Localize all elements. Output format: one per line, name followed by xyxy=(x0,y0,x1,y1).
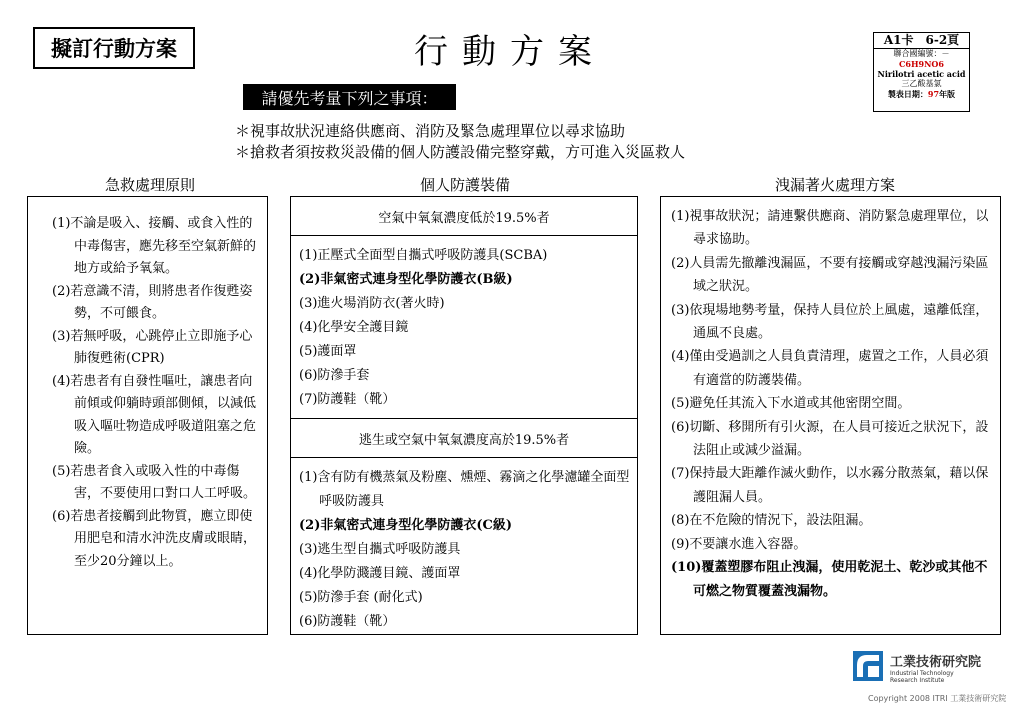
ppe-item: (4)化學安全護目鏡 xyxy=(299,320,409,335)
date-year: 97 xyxy=(927,89,940,99)
priority-banner: 請優先考量下列之事項： xyxy=(243,84,456,110)
ppe-item: (4)化學防濺護目鏡、護面罩 xyxy=(299,566,461,581)
logo-english-line: Industrial Technology xyxy=(890,670,954,677)
first-aid-item: (5)若患者食入或吸入性的中毒傷害，不要使用口對口人工呼吸。 xyxy=(52,463,257,501)
ppe-box xyxy=(290,196,638,635)
date-suffix: 年版 xyxy=(939,89,956,99)
copyright: Copyright 2008 ITRI 工業技術研究院 xyxy=(868,694,1007,703)
notice-ppe: ＊搶救者須按救災設備的個人防護設備完整穿戴，方可進入災區救人 xyxy=(235,143,686,161)
ppe-item: (3)進火場消防衣(著火時) xyxy=(299,296,445,311)
corner-label: 擬訂行動方案 xyxy=(33,27,195,69)
ppe-item: (6)防滲手套 xyxy=(299,368,370,383)
card-id: A1卡 6-2頁 xyxy=(874,33,969,49)
leak-item: (4)僅由受過訓之人員負責清理，處置之工作，人員必須有適當的防護裝備。 xyxy=(671,349,989,388)
ppe-item: (2)非氣密式連身型化學防護衣(B級) xyxy=(299,272,513,287)
logo-chinese: 工業技術研究院 xyxy=(890,655,982,670)
leak-item: (6)切斷、移開所有引火源，在人員可接近之狀況下，設法阻止或減少溢漏。 xyxy=(671,419,989,459)
logo-text xyxy=(890,651,981,684)
ppe-item: (5)護面罩 xyxy=(299,344,357,359)
first-aid-item: (4)若患者有自發性嘔吐，讓患者向前傾或仰躺時頭部側傾，以減低吸入嘔吐物造成呼吸道阻塞之危險。 xyxy=(52,373,257,456)
chemical-formula: C6H9NO6 xyxy=(899,59,944,69)
ppe-item: (5)防滲手套 (耐化式) xyxy=(299,590,423,605)
first-aid-box xyxy=(27,196,268,635)
first-aid-item: (1)不論是吸入、接觸、或食入性的中毒傷害，應先移至空氣新鮮的地方或給予氧氣。 xyxy=(52,216,257,276)
first-aid-heading: 急救處理原則 xyxy=(104,176,195,194)
logo-english xyxy=(890,670,981,684)
leak-item: (2)人員需先撤離洩漏區，不要有接觸或穿越洩漏污染區域之狀況。 xyxy=(671,255,989,295)
page-title: 行動方案 xyxy=(414,32,606,72)
english-name: Nirilotri acetic acid xyxy=(877,69,966,79)
leak-item: (5)避免任其流入下水道或其他密閉空間。 xyxy=(671,396,911,412)
low-oxygen-list xyxy=(291,236,637,418)
leak-item: (9)不要讓水進入容器。 xyxy=(671,536,807,552)
ppe-item: (2)非氣密式連身型化學防護衣(C級) xyxy=(299,518,512,533)
table-date xyxy=(874,89,969,99)
ppe-item: (1)正壓式全面型自攜式呼吸防護具(SCBA) xyxy=(299,248,548,263)
leak-item: (10)覆蓋塑膠布阻止洩漏，使用乾泥土、乾沙或其他不可燃之物質覆蓋洩漏物。 xyxy=(671,560,988,599)
itri-logo-icon xyxy=(853,651,883,681)
high-oxygen-header: 逃生或空氣中氧氣濃度高於19.5%者 xyxy=(291,418,637,458)
leak-item: (7)保持最大距離作滅火動作，以水霧分散蒸氣，藉以保護阻漏人員。 xyxy=(671,466,989,505)
ppe-item: (3)逃生型自攜式呼吸防護具 xyxy=(299,542,461,557)
first-aid-item: (6)若患者接觸到此物質，應立即使用肥皂和清水沖洗皮膚或眼睛，至少20分鐘以上。 xyxy=(52,508,257,569)
chinese-name: 三乙酸基氯 xyxy=(901,79,942,88)
chemical-card xyxy=(873,32,970,112)
date-prefix: 製表日期： xyxy=(887,89,928,99)
high-oxygen-list xyxy=(291,458,637,640)
leak-item: (3)依現場地勢考量，保持人員位於上風處，遠離低窪，通風不良處。 xyxy=(671,302,989,342)
ppe-heading: 個人防護裝備 xyxy=(419,176,510,194)
leak-item: (1)視事故狀況；請連繫供應商、消防緊急處理單位，以尋求協助。 xyxy=(671,209,989,248)
first-aid-item: (3)若無呼吸，心跳停止立即施予心肺復甦術(CPR) xyxy=(52,328,253,366)
logo-english-line: Research Institute xyxy=(890,677,945,684)
leak-box xyxy=(660,196,1001,635)
ppe-item: (1)含有防有機蒸氣及粉塵、燻煙、霧滴之化學濾罐全面型呼吸防護具 xyxy=(299,470,630,509)
notice-contact: ＊視事故狀況連絡供應商、消防及緊急處理單位以尋求協助 xyxy=(235,122,626,140)
leak-item: (8)在不危險的情況下，設法阻漏。 xyxy=(671,513,872,529)
leak-heading: 洩漏著火處理方案 xyxy=(774,176,895,194)
low-oxygen-header: 空氣中氧氣濃度低於19.5%者 xyxy=(291,197,637,236)
ppe-item: (6)防護鞋（靴） xyxy=(299,614,396,629)
first-aid-item: (2)若意識不清，則將患者作復甦姿勢，不可餵食。 xyxy=(52,283,253,321)
un-number: 聯合國編號：－ xyxy=(893,49,950,58)
ppe-item: (7)防護鞋（靴） xyxy=(299,392,396,407)
